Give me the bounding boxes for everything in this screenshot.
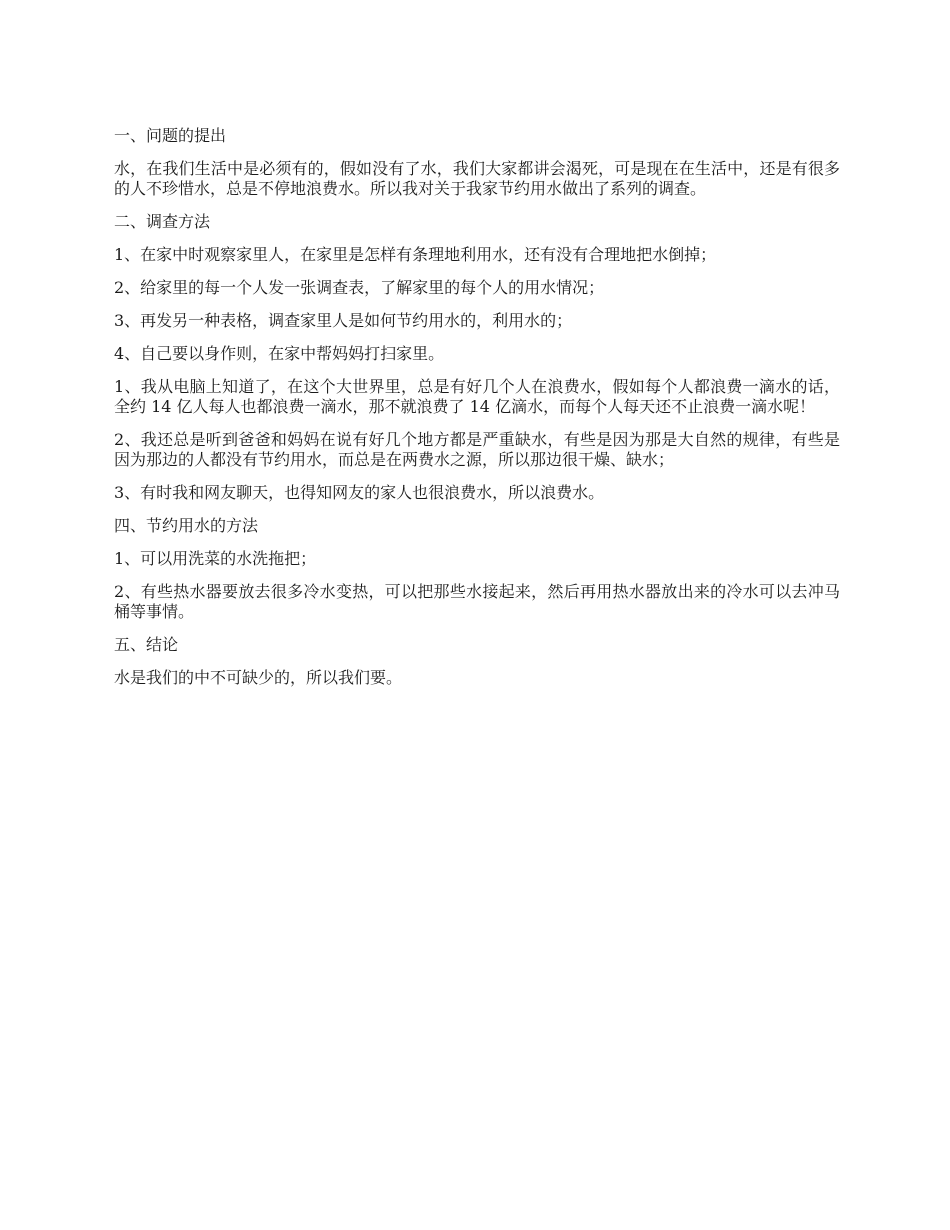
finding-item-2: 2、我还总是听到爸爸和妈妈在说有好几个地方都是严重缺水，有些是因为那是大自然的规律，有些是因为那边的人都没有节约用水，而总是在两费水之源，所以那边很干燥、缺水； [114, 430, 840, 469]
paragraph-conclusion: 水是我们的中不可缺少的，所以我们要。 [114, 668, 403, 687]
saving-item-1: 1、可以用洗菜的水洗拖把； [114, 549, 317, 568]
saving-item-2: 2、有些热水器要放去很多冷水变热，可以把那些水接起来，然后再用热水器放出来的冷水可以去冲马桶等事情。 [114, 582, 840, 621]
heading-saving-methods: 四、节约用水的方法 [114, 516, 259, 535]
heading-conclusion: 五、结论 [114, 635, 179, 654]
paragraph-intro: 水，在我们生活中是必须有的，假如没有了水，我们大家都讲会渴死，可是现在在生活中，还是有很多的人不珍惜水，总是不停地浪费水。所以我对关于我家节约用水做出了系列的调查。 [114, 159, 840, 198]
method-item-1: 1、在家中时观察家里人，在家里是怎样有条理地利用水，还有没有合理地把水倒掉； [114, 245, 717, 264]
document-page [114, 126, 840, 701]
heading-problem: 一、问题的提出 [114, 126, 227, 145]
heading-method: 二、调查方法 [114, 212, 211, 231]
method-item-2: 2、给家里的每一个人发一张调查表，了解家里的每个人的用水情况； [114, 278, 605, 297]
finding-item-3: 3、有时我和网友聊天，也得知网友的家人也很浪费水，所以浪费水。 [114, 483, 605, 502]
finding-item-1: 1、我从电脑上知道了，在这个大世界里，总是有好几个人在浪费水，假如每个人都浪费一滴水的话，全约 14 亿人每人也都浪费一滴水，那不就浪费了 14 亿滴水，而每个人每天还不止浪费一滴水呢！ [114, 377, 840, 416]
method-item-3: 3、再发另一种表格，调查家里人是如何节约用水的，利用水的； [114, 311, 573, 330]
method-item-4: 4、自己要以身作则，在家中帮妈妈打扫家里。 [114, 344, 445, 363]
